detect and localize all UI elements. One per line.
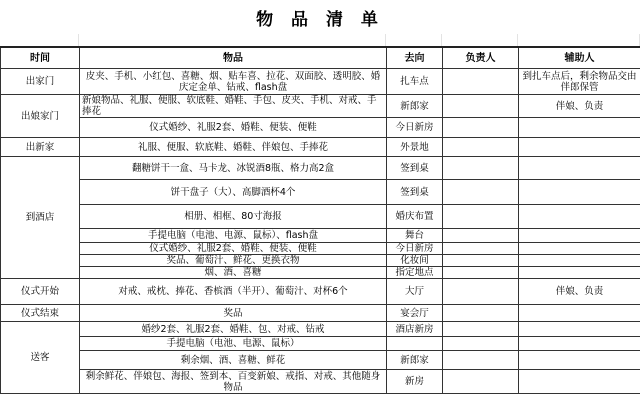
cell-responsible xyxy=(443,95,519,118)
cell-items: 奖品、葡萄汁、鲜花、更换衣物 xyxy=(80,255,387,267)
table-row xyxy=(1,138,640,157)
table-header-row xyxy=(1,47,640,69)
table-row xyxy=(1,305,640,322)
cell-destination xyxy=(387,337,443,351)
cell-assistant xyxy=(519,138,640,157)
cell-items: 仪式婚纱、礼服2套、婚鞋、便装、便鞋 xyxy=(80,118,387,138)
cell-items: 剩余鲜花、伴娘包、海报、签到本、百变新娘、戒指、对戒、其他随身物品 xyxy=(80,370,387,394)
table-row xyxy=(1,255,640,267)
table-row xyxy=(1,322,640,337)
cell-assistant xyxy=(519,118,640,138)
cell-time: 出娘家门 xyxy=(1,95,80,138)
cell-responsible xyxy=(443,243,519,255)
cell-items: 婚纱2套、礼服2套、婚鞋、包、对戒、钻戒 xyxy=(80,322,387,337)
cell-assistant xyxy=(519,370,640,394)
cell-assistant xyxy=(519,305,640,322)
table-row xyxy=(1,69,640,95)
cell-items: 饼干盘子（大）、高脚酒杯4个 xyxy=(80,180,387,205)
table-row xyxy=(1,95,640,118)
header-destination: 去向 xyxy=(387,47,443,69)
table-row xyxy=(1,229,640,243)
cell-destination: 婚庆布置 xyxy=(387,205,443,229)
cell-assistant xyxy=(519,267,640,279)
blank-row xyxy=(0,34,640,46)
cell-items: 烟、酒、喜糖 xyxy=(80,267,387,279)
cell-responsible xyxy=(443,279,519,305)
cell-responsible xyxy=(443,370,519,394)
cell-responsible xyxy=(443,229,519,243)
cell-items: 奖品 xyxy=(80,305,387,322)
cell-assistant xyxy=(519,255,640,267)
table-row xyxy=(1,180,640,205)
item-list-table xyxy=(0,46,640,394)
table-body xyxy=(1,69,640,394)
cell-items: 手提电脑（电池、电源、鼠标） xyxy=(80,337,387,351)
cell-assistant xyxy=(519,243,640,255)
header-assistant: 辅助人 xyxy=(519,47,640,69)
cell-time: 出新家 xyxy=(1,138,80,157)
cell-assistant xyxy=(519,322,640,337)
cell-responsible xyxy=(443,351,519,370)
cell-items: 剩余烟、酒、喜糖、鲜花 xyxy=(80,351,387,370)
cell-responsible xyxy=(443,205,519,229)
cell-items: 对戒、戒枕、捧花、香槟酒（半开）、葡萄汁、对杯6个 xyxy=(80,279,387,305)
cell-destination: 酒店新房 xyxy=(387,322,443,337)
cell-destination: 化妆间 xyxy=(387,255,443,267)
cell-destination: 指定地点 xyxy=(387,267,443,279)
cell-responsible xyxy=(443,255,519,267)
cell-responsible xyxy=(443,267,519,279)
cell-items: 手提电脑（电池、电源、鼠标）、flash盘 xyxy=(80,229,387,243)
cell-assistant: 伴娘、负责 xyxy=(519,279,640,305)
cell-responsible xyxy=(443,305,519,322)
cell-destination: 签到桌 xyxy=(387,180,443,205)
cell-destination: 新郎家 xyxy=(387,351,443,370)
cell-destination: 大厅 xyxy=(387,279,443,305)
cell-destination: 签到桌 xyxy=(387,157,443,180)
cell-assistant xyxy=(519,205,640,229)
table-row xyxy=(1,243,640,255)
cell-assistant xyxy=(519,337,640,351)
cell-time: 仪式结束 xyxy=(1,305,80,322)
cell-destination: 今日新房 xyxy=(387,243,443,255)
cell-items: 皮夹、手机、小红包、喜糖、烟、贴车喜、拉花、双面胶、透明胶、婚庆定金单、钻戒、flash盘 xyxy=(80,69,387,95)
cell-destination: 宴会厅 xyxy=(387,305,443,322)
table-row xyxy=(1,118,640,138)
cell-assistant xyxy=(519,229,640,243)
cell-assistant: 伴娘、负责 xyxy=(519,95,640,118)
table-row xyxy=(1,351,640,370)
cell-responsible xyxy=(443,138,519,157)
cell-destination: 新房 xyxy=(387,370,443,394)
cell-responsible xyxy=(443,157,519,180)
table-row xyxy=(1,157,640,180)
cell-items: 相册、相框、80寸海报 xyxy=(80,205,387,229)
cell-responsible xyxy=(443,180,519,205)
table-row xyxy=(1,337,640,351)
cell-destination: 今日新房 xyxy=(387,118,443,138)
header-time: 时间 xyxy=(1,47,80,69)
cell-destination: 舞台 xyxy=(387,229,443,243)
table-row xyxy=(1,370,640,394)
cell-time: 到酒店 xyxy=(1,157,80,279)
table-row xyxy=(1,205,640,229)
cell-assistant: 到扎车点后，剩余物品交由伴郎保管 xyxy=(519,69,640,95)
header-responsible: 负责人 xyxy=(443,47,519,69)
cell-responsible xyxy=(443,118,519,138)
header-items: 物品 xyxy=(80,47,387,69)
cell-destination: 外景地 xyxy=(387,138,443,157)
cell-items: 礼服、便服、软底鞋、婚鞋、伴娘包、手捧花 xyxy=(80,138,387,157)
cell-destination: 扎车点 xyxy=(387,69,443,95)
cell-responsible xyxy=(443,322,519,337)
cell-assistant xyxy=(519,157,640,180)
table-row xyxy=(1,279,640,305)
cell-items: 翻糖饼干一盒、马卡龙、冰锐酒8瓶、格力高2盒 xyxy=(80,157,387,180)
cell-assistant xyxy=(519,351,640,370)
cell-items: 新娘物品、礼服、便服、软底鞋、婚鞋、手包、皮夹、手机、对戒、手捧花 xyxy=(80,95,387,118)
cell-responsible xyxy=(443,69,519,95)
cell-time: 送客 xyxy=(1,322,80,394)
cell-destination: 新郎家 xyxy=(387,95,443,118)
cell-responsible xyxy=(443,337,519,351)
cell-time: 出家门 xyxy=(1,69,80,95)
cell-time: 仪式开始 xyxy=(1,279,80,305)
cell-assistant xyxy=(519,180,640,205)
cell-items: 仪式婚纱、礼服2套、婚鞋、便装、便鞋 xyxy=(80,243,387,255)
table-row xyxy=(1,267,640,279)
document-title: 物 品 清 单 xyxy=(256,9,384,30)
